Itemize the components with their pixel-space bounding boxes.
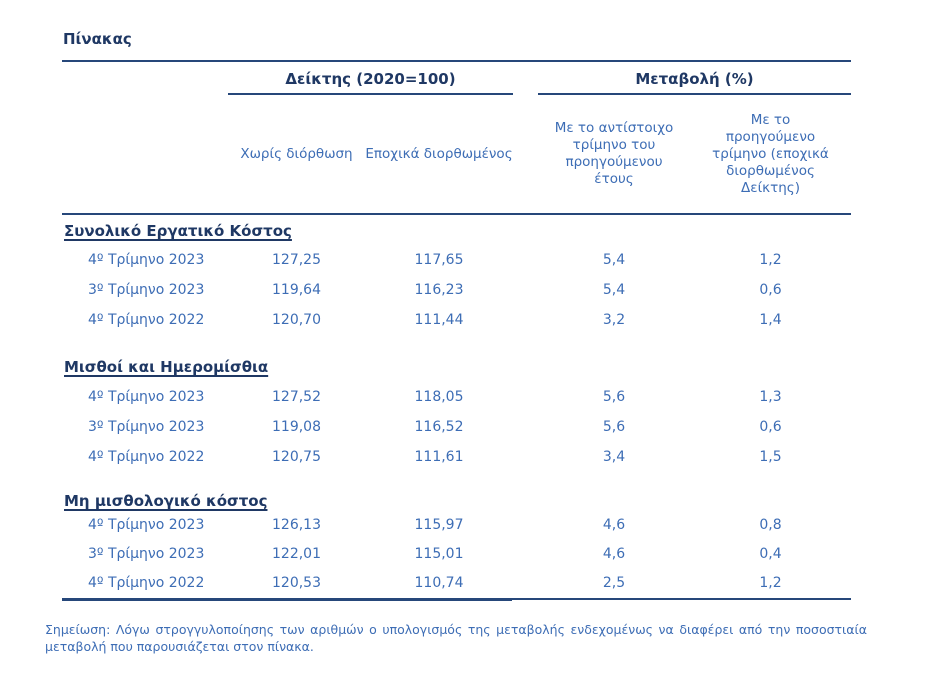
table-row [62,412,851,442]
bottom-rule [62,598,851,602]
value-qoq: 1,2 [759,252,782,268]
section-heading: Συνολικό Εργατικό Κόστος [64,222,292,240]
section-heading: Μη μισθολογικό κόστος [64,492,268,510]
subheader-unadjusted: Χωρίς διόρθωση [240,145,353,162]
value-unadjusted: 127,25 [272,252,321,268]
value-unadjusted: 120,75 [272,449,321,465]
table-row [62,510,851,539]
group-header-row [62,62,851,95]
value-unadjusted: 119,64 [272,282,321,298]
period-cell: 4º Τρίμηνο 2023 [88,516,205,533]
value-yoy: 3,2 [602,312,626,328]
table-row [62,568,851,597]
header-body-rule [62,213,851,215]
labor-cost-index-table [62,60,851,602]
page-title: Πίνακας [63,30,132,48]
value-yoy: 5,6 [602,389,626,405]
table-row [62,442,851,472]
value-qoq: 1,2 [759,574,782,591]
period-cell: 4º Τρίμηνο 2022 [88,449,205,465]
value-unadjusted: 120,70 [272,312,321,328]
value-qoq: 0,8 [759,516,782,533]
subheader-qoq-change: Με το προηγούμενο τρίμηνο (εποχικά διορθωμένος Δείκτης) [712,111,829,196]
sub-header-row [62,95,851,213]
value-adjusted: 111,44 [414,312,464,328]
value-unadjusted: 127,52 [272,389,321,405]
value-qoq: 0,4 [759,545,782,562]
value-adjusted: 111,61 [414,449,464,465]
value-unadjusted: 122,01 [272,545,321,562]
value-adjusted: 118,05 [414,389,464,405]
group-header-change: Μεταβολή (%) [538,70,851,95]
subheader-yoy-change: Με το αντίστοιχο τρίμηνο του προηγούμενου έτους [554,120,674,187]
value-yoy: 5,4 [602,282,626,298]
value-yoy: 2,5 [602,574,626,591]
value-adjusted: 115,01 [414,545,464,562]
period-cell: 4º Τρίμηνο 2022 [88,312,205,328]
value-qoq: 1,3 [759,389,782,405]
value-yoy: 4,6 [602,545,626,562]
period-cell: 4º Τρίμηνο 2023 [88,252,205,268]
period-cell: 3º Τρίμηνο 2023 [88,282,205,298]
period-cell: 3º Τρίμηνο 2023 [88,545,205,562]
bottom-rule-right-segment [512,598,851,600]
section-total-labor-cost [62,222,851,335]
value-unadjusted: 119,08 [272,419,321,435]
table-row [62,539,851,568]
value-adjusted: 110,74 [414,574,464,591]
group-header-index: Δείκτης (2020=100) [228,70,513,95]
bottom-rule-left-segment [62,598,512,601]
value-qoq: 0,6 [759,419,782,435]
value-yoy: 5,4 [602,252,626,268]
period-cell: 4º Τρίμηνο 2022 [88,574,205,591]
value-adjusted: 116,52 [414,419,464,435]
period-cell: 4º Τρίμηνο 2023 [88,389,205,405]
value-qoq: 0,6 [759,282,782,298]
table-row [62,305,851,335]
value-unadjusted: 126,13 [272,516,321,533]
value-qoq: 1,5 [759,449,782,465]
table-row [62,245,851,275]
subheader-seasonally-adjusted: Εποχικά διορθωμένος [365,145,513,162]
table-row [62,275,851,305]
value-yoy: 5,6 [602,419,626,435]
value-yoy: 3,4 [602,449,626,465]
value-adjusted: 115,97 [414,516,464,533]
value-adjusted: 116,23 [414,282,464,298]
section-wages-salaries [62,358,851,472]
value-qoq: 1,4 [759,312,782,328]
table-row [62,382,851,412]
section-non-wage-cost [62,492,851,597]
section-heading: Μισθοί και Ημερομίσθια [64,358,269,376]
value-yoy: 4,6 [602,516,626,533]
footnote: Σημείωση: Λόγω στρογγυλοποίησης των αριθμών ο υπολογισμός της μεταβολής ενδεχομένως να διαφέρει από την ποσοστιαία μεταβολή που παρουσιάζεται στον πίνακα. [45,622,867,654]
value-adjusted: 117,65 [414,252,464,268]
period-cell: 3º Τρίμηνο 2023 [88,419,205,435]
value-unadjusted: 120,53 [272,574,321,591]
